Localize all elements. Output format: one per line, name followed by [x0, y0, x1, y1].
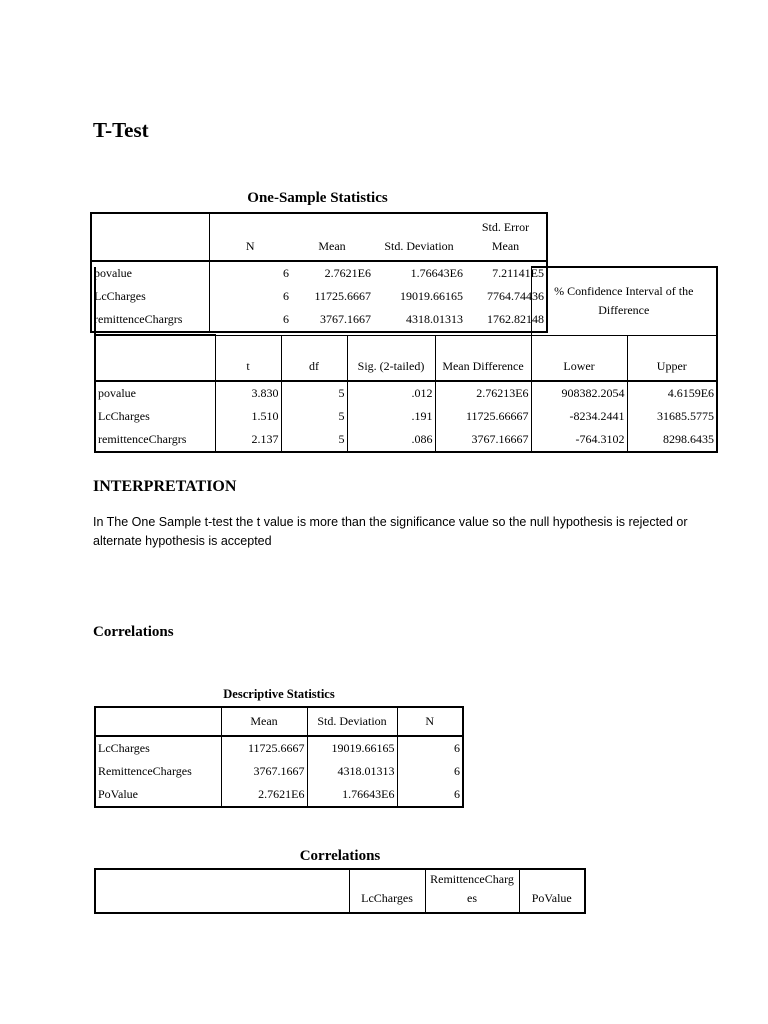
hidden-overlap-space: [95, 267, 531, 335]
cell-std-deviation: 4318.01313: [307, 760, 397, 783]
header-cell: df: [281, 335, 347, 381]
header-cell: [91, 213, 209, 261]
cell-t: 2.137: [215, 428, 281, 452]
header-cell: Upper: [627, 335, 717, 381]
row-label: povalue: [91, 261, 209, 285]
header-cell: Std. Deviation: [307, 707, 397, 736]
header-cell: N: [425, 714, 435, 728]
table-header-row: [95, 869, 585, 913]
cell-mean: 11725.6667: [221, 736, 307, 760]
cell-mean: 2.7621E6: [221, 783, 307, 807]
row-label: RemittenceCharges: [95, 760, 221, 783]
cell-sig: .191: [347, 405, 435, 428]
cell-n: 6: [454, 764, 460, 778]
cell-mean-difference: 11725.66667: [435, 405, 531, 428]
cell-n: 6: [283, 312, 289, 326]
cell-upper: 8298.6435: [663, 432, 715, 446]
cell-t: 1.510: [215, 405, 281, 428]
cell-mean-difference: 2.76213E6: [435, 381, 531, 405]
row-label: povalue: [95, 381, 215, 405]
descriptive-statistics-caption: Descriptive Statistics: [223, 687, 335, 701]
cell-upper: 31685.5775: [657, 409, 715, 423]
cell-std-deviation: 19019.66165: [307, 736, 397, 760]
header-cell: Mean: [221, 707, 307, 736]
header-cell: LcCharges: [349, 869, 425, 913]
ci-header: % Confidence Interval of the Difference: [531, 267, 717, 335]
header-cell: Std. Deviation: [384, 239, 454, 253]
header-cell: Mean: [318, 239, 346, 253]
table-row: [95, 428, 717, 452]
row-label: LcCharges: [95, 405, 215, 428]
header-cell: t: [215, 335, 281, 381]
cell-lower: 908382.2054: [531, 381, 627, 405]
cell-std-deviation: 1.76643E6: [410, 266, 463, 280]
interpretation-text: In The One Sample t-test the t value is more than the significance value so the null hypothesis is rejected or alternate hypothesis is accepted: [93, 515, 688, 548]
cell-n: 6: [283, 289, 289, 303]
cell-std-error-mean: 7764.74436: [487, 289, 544, 303]
header-cell: PoValue: [531, 891, 572, 905]
cell-upper: 4.6159E6: [667, 386, 715, 400]
row-label: remittenceChargrs: [95, 428, 215, 452]
table-row: [95, 760, 463, 783]
correlations-table: [94, 868, 586, 914]
header-cell: N: [245, 239, 255, 253]
cell-mean: 3767.1667: [320, 312, 371, 326]
table-header-row: [95, 335, 717, 381]
cell-df: 5: [281, 381, 347, 405]
cell-mean: 11725.6667: [314, 289, 371, 303]
header-cell: Sig. (2-tailed): [347, 335, 435, 381]
cell-mean: 2.7621E6: [324, 266, 371, 280]
one-sample-test-table: [94, 266, 718, 453]
cell-mean-difference: 3767.16667: [435, 428, 531, 452]
header-cell: Lower: [531, 335, 627, 381]
cell-sig: .086: [347, 428, 435, 452]
cell-sig: .012: [347, 381, 435, 405]
header-cell: [95, 707, 221, 736]
cell-mean: 3767.1667: [221, 760, 307, 783]
cell-std-error-mean: 1762.82148: [487, 312, 544, 326]
table-header-row: [91, 213, 547, 261]
cell-std-deviation: 19019.66165: [400, 289, 463, 303]
cell-n: 6: [283, 266, 289, 280]
cell-std-deviation: 1.76643E6: [307, 783, 397, 807]
page-title: T-Test: [93, 118, 149, 142]
correlations-table-caption: Correlations: [299, 848, 381, 864]
cell-t: 3.830: [215, 381, 281, 405]
cell-df: 5: [281, 428, 347, 452]
cell-std-deviation: 4318.01313: [406, 312, 463, 326]
row-label: LcCharges: [91, 285, 209, 308]
ci-header-row: [95, 267, 717, 335]
cell-lower: -8234.2441: [531, 405, 627, 428]
table-row: [95, 405, 717, 428]
header-cell: [95, 869, 349, 913]
one-sample-statistics-caption: One-Sample Statistics: [247, 190, 388, 206]
header-cell: [95, 335, 215, 381]
table-header-row: [95, 707, 463, 736]
cell-std-error-mean: 7.21141E5: [492, 266, 544, 280]
cell-lower: -764.3102: [531, 428, 627, 452]
row-label: LcCharges: [95, 736, 221, 760]
table-row: [95, 381, 717, 405]
correlations-heading: Correlations: [93, 624, 174, 640]
row-label: PoValue: [95, 783, 221, 807]
cell-df: 5: [281, 405, 347, 428]
cell-n: 6: [454, 741, 460, 755]
interpretation-heading: INTERPRETATION: [93, 478, 237, 495]
header-cell: Std. Error Mean: [481, 220, 530, 253]
row-label: remittenceChargrs: [91, 308, 209, 332]
header-cell: Mean Difference: [435, 335, 531, 381]
table-row: [95, 783, 463, 807]
table-row: [95, 736, 463, 760]
header-cell: RemittenceCharges: [425, 869, 519, 913]
descriptive-statistics-table: [94, 706, 464, 808]
cell-n: 6: [454, 787, 460, 801]
